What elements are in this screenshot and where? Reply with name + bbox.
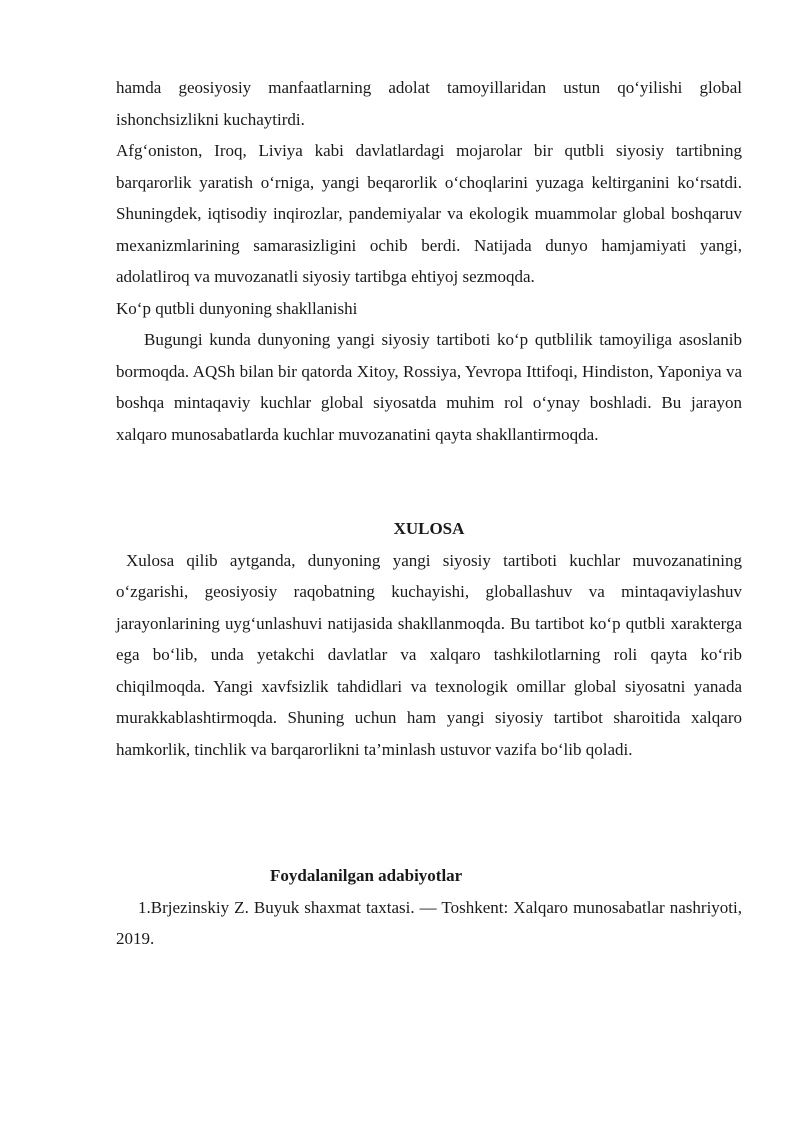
- references-title: Foydalanilgan adabiyotlar: [270, 866, 463, 885]
- body-paragraph: Bugungi kunda dunyoning yangi siyosiy tartiboti ko‘p qutblilik tamoyiliga asoslanib bormoqda. AQSh bilan bir qatorda Xitoy, Rossiya, Yevropa Ittifoqi, Hindiston, Yaponiya va boshqa mintaqaviy kuchlar global siyosatda muhim rol o‘ynay boshladi. Bu jarayon xalqaro munosabatlarda kuchlar muvozanatini qayta shakllantirmoqda.: [116, 330, 742, 444]
- document-page: [116, 72, 742, 955]
- body-paragraph: Afg‘oniston, Iroq, Liviya kabi davlatlardagi mojarolar bir qutbli siyosiy tartibning barqarorlik yaratish o‘rniga, yangi beqarorlik o‘choqlarini yuzaga keltirganini ko‘rsatdi. Shuningdek, iqtisodiy inqirozlar, pandemiyalar va ekologik muammolar global boshqaruv mexanizmlarining samarasizligini ochib berdi. Natijada dunyo hamjamiyati yangi, adolatliroq va muvozanatli siyosiy tartibga ehtiyoj sezmoqda.: [116, 141, 742, 286]
- spacer: [116, 450, 742, 513]
- spacer: [116, 765, 742, 860]
- reference-item: 1.Brjezinskiy Z. Buyuk shaxmat taxtasi. — Toshkent: Xalqaro munosabatlar nashriyoti, 2019.: [116, 897, 742, 948]
- section-subheading: Ko‘p qutbli dunyoning shakllanishi: [116, 298, 358, 318]
- conclusion-paragraph: Xulosa qilib aytganda, dunyoning yangi siyosiy tartiboti kuchlar muvozanatining o‘zgarishi, geosiyosiy raqobatning kuchayishi, globallashuv va mintaqaviylashuv jarayonlarining uyg‘unlashuvi natijasida shakllanmoqda. Bu tartibot ko‘p qutbli xarakterga ega bo‘lib, unda yetakchi davlatlar va xalqaro tashkilotlarning roli qayta ko‘rib chiqilmoqda. Yangi xavfsizlik tahdidlari va texnologik omillar global siyosatni yanada murakkablashtirmoqda. Shuning uchun ham yangi siyosiy tartibot sharoitida xalqaro hamkorlik, tinchlik va barqarorlikni ta’minlash ustuvor vazifa bo‘lib qoladi.: [116, 550, 742, 759]
- conclusion-title: XULOSA: [393, 519, 465, 538]
- body-paragraph: hamda geosiyosiy manfaatlarning adolat tamoyillaridan ustun qo‘yilishi global ishonchsizlikni kuchaytirdi.: [116, 78, 742, 129]
